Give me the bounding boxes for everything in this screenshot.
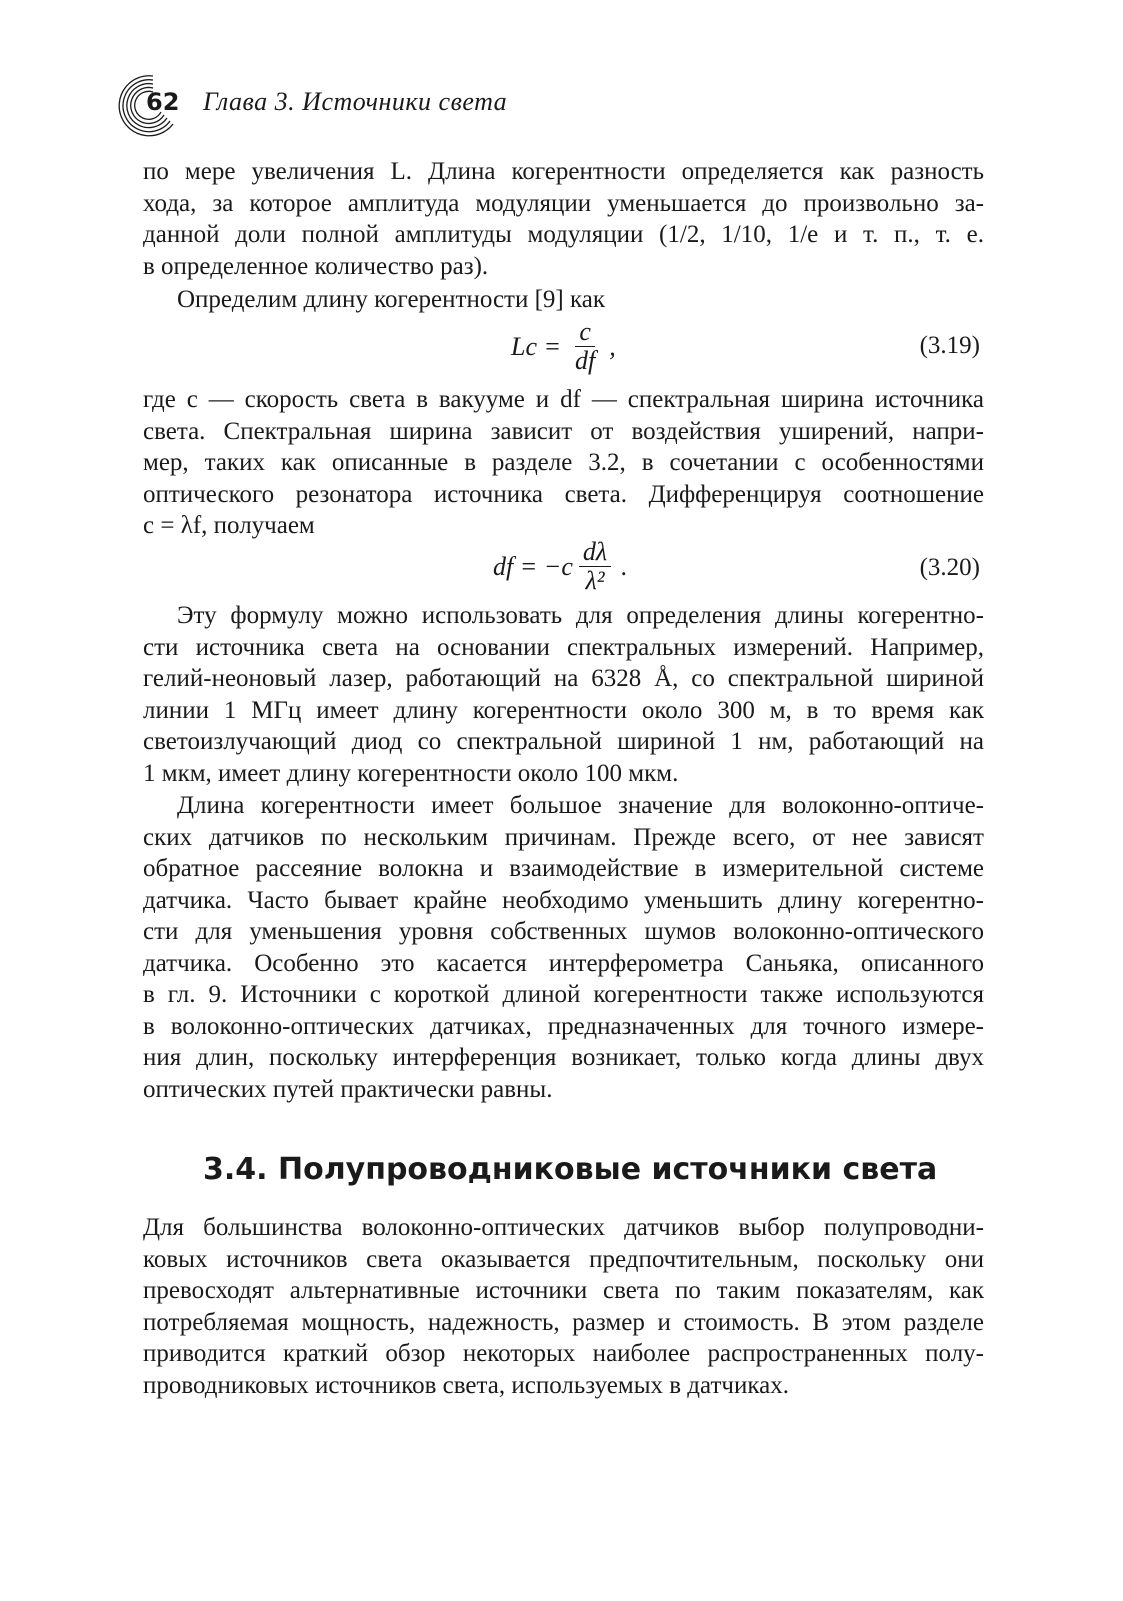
- equation-lhs: df = −c: [493, 551, 573, 581]
- fraction: [571, 318, 599, 375]
- fraction-numerator: c: [575, 318, 595, 347]
- text-line: Для большинства волоконно-оптических датчиков выбор полупроводни-: [143, 1214, 984, 1241]
- page-number: 62: [146, 88, 180, 116]
- text-line: Определим длину когерентности [9] как: [177, 286, 606, 313]
- text-line: мер, таких как описанные в разделе 3.2, в сочетании с особенностями: [143, 449, 984, 476]
- equation-punct: .: [621, 551, 628, 581]
- text-line: датчика. Часто бывает крайне необходимо уменьшить длину когерентно-: [143, 886, 984, 914]
- fraction-denominator: df: [575, 346, 596, 375]
- text-line: света. Спектральная ширина зависит от воздействия уширений, напри-: [143, 417, 984, 445]
- concentric-arcs-icon: [113, 70, 183, 140]
- text-line: сти для уменьшения уровня собственных шумов волоконно-оптического: [143, 918, 984, 945]
- text-line: Длина когерентности имеет большое значение для волоконно-оптиче-: [177, 792, 984, 819]
- paragraph-2: [143, 284, 984, 316]
- fraction: [579, 538, 611, 595]
- fraction-numerator: dλ: [579, 538, 611, 567]
- text-line: ковых источников света оказывается предпочтительным, поскольку они: [143, 1245, 984, 1273]
- text-line: c = λf, получаем: [143, 512, 315, 539]
- text-line: датчика. Особенно это касается интерферометра Саньяка, описанного: [143, 949, 984, 977]
- equation-number: (3.19): [919, 332, 980, 359]
- text-line: проводниковых источников света, используемых в датчиках.: [143, 1371, 789, 1399]
- running-header: Глава 3. Источники света: [203, 87, 508, 116]
- text-line: оптических путей практически равны.: [143, 1075, 553, 1103]
- text-line: гелий-неоновый лазер, работающий на 6328 Å, со спектральной шириной: [143, 665, 984, 692]
- text-line: данной доли полной амплитуды модуляции (1/2, 1/10, 1/e и т. п., т. е.: [143, 221, 984, 248]
- text-line: сти источника света на основании спектральных измерений. Например,: [143, 633, 984, 661]
- equation-body: [493, 538, 628, 595]
- text-line: по мере увеличения L. Длина когерентности определяется как разность: [143, 158, 984, 185]
- text-line: обратное рассеяние волокна и взаимодействие в измерительной системе: [143, 855, 984, 882]
- fraction-denominator: λ²: [585, 566, 605, 595]
- paragraph-4: [143, 600, 984, 789]
- text-line: приводится краткий обзор некоторых наиболее распространенных полу-: [143, 1340, 984, 1367]
- equation-body: [511, 318, 616, 375]
- section-heading: 3.4. Полупроводниковые источники света: [203, 1152, 938, 1187]
- paragraph-3: [143, 384, 984, 542]
- paragraph-1: [143, 156, 984, 282]
- equation-3-20: [143, 536, 984, 600]
- text-line: линии 1 МГц имеет длину когерентности около 300 м, в то время как: [143, 696, 984, 724]
- equation-3-19: [143, 316, 984, 380]
- text-line: светоизлучающий диод со спектральной шириной 1 нм, работающий на: [143, 728, 984, 755]
- paragraph-5: [143, 790, 984, 1105]
- text-line: в определенное количество раз).: [143, 252, 489, 280]
- text-line: Эту формулу можно использовать для определения длины когерентно-: [177, 602, 984, 629]
- page-number-badge: [113, 70, 183, 140]
- text-line: хода, за которое амплитуда модуляции уменьшается до произвольно за-: [143, 189, 984, 217]
- paragraph-6: [143, 1212, 984, 1401]
- equation-punct: ,: [609, 331, 616, 361]
- equation-lhs: Lc =: [511, 331, 562, 361]
- text-line: в гл. 9. Источники с короткой длиной когерентности также используются: [143, 981, 984, 1008]
- text-line: потребляемая мощность, надежность, размер и стоимость. В этом разделе: [143, 1308, 984, 1336]
- text-line: где c — скорость света в вакууме и df — спектральная ширина источника: [143, 386, 984, 413]
- text-line: в волоконно-оптических датчиках, предназначенных для точного измере-: [143, 1012, 984, 1040]
- text-line: ния длин, поскольку интерференция возникает, только когда длины двух: [143, 1044, 984, 1071]
- text-line: ских датчиков по нескольким причинам. Прежде всего, от нее зависят: [143, 823, 984, 851]
- equation-number: (3.20): [919, 554, 980, 581]
- text-line: 1 мкм, имеет длину когерентности около 100 мкм.: [143, 759, 679, 787]
- text-line: оптического резонатора источника света. Дифференцируя соотношение: [143, 480, 984, 508]
- text-line: превосходят альтернативные источники света по таким показателям, как: [143, 1277, 984, 1304]
